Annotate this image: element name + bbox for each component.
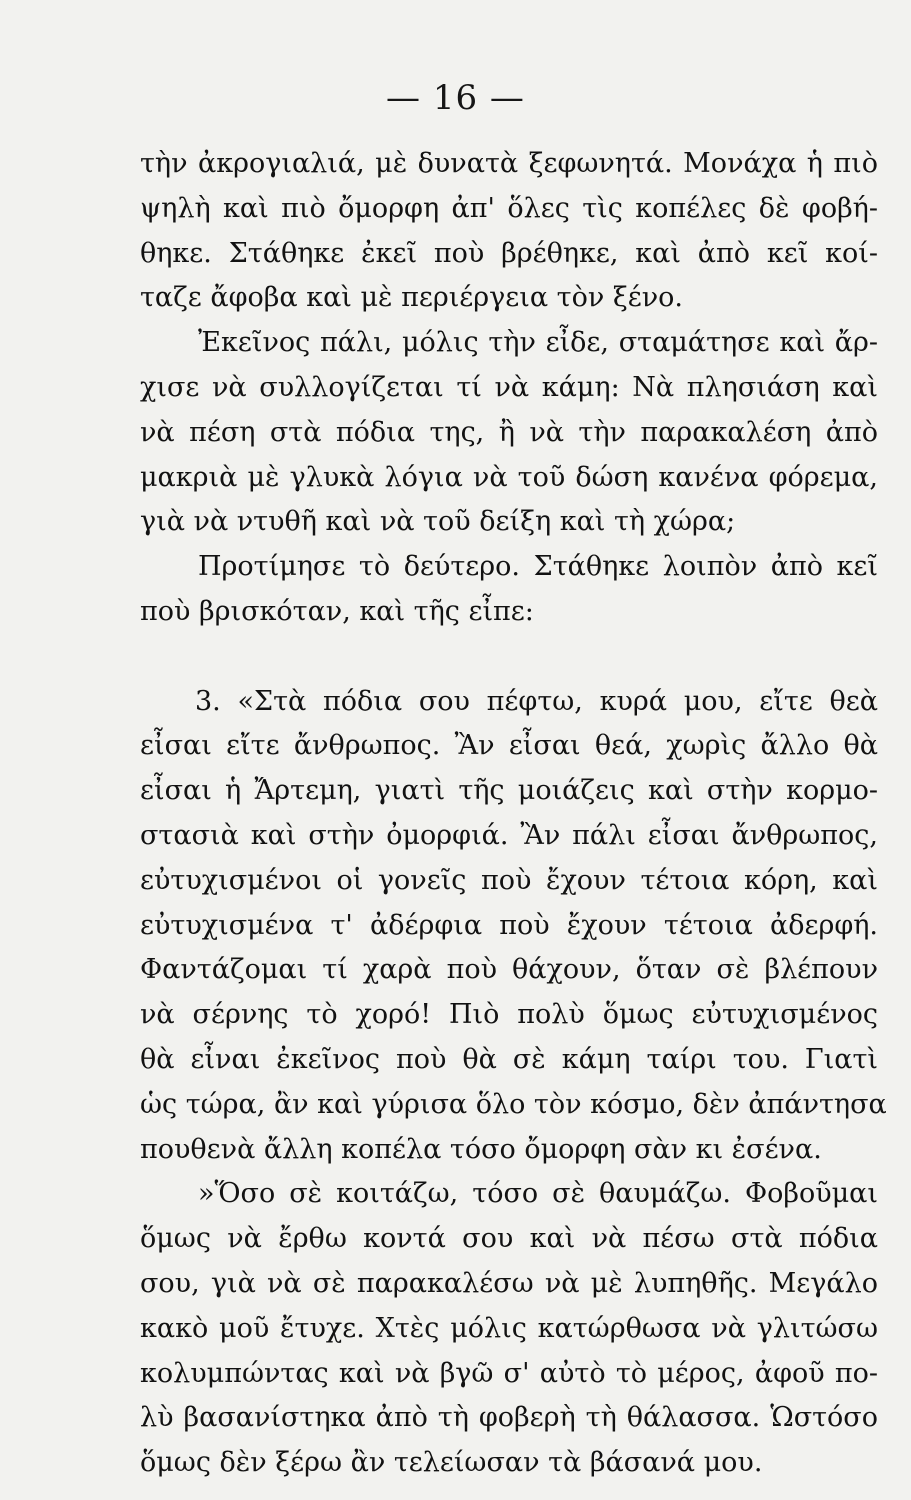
text-line: γιὰ νὰ ντυθῆ καὶ νὰ τοῦ δείξη καὶ τὴ χώρα; — [140, 506, 736, 538]
text-line: εἶσαι εἴτε ἄνθρωπος. Ἂν εἶσαι θεά, χωρὶς ἄλλο θὰ — [140, 730, 878, 762]
text-line: κολυμπώντας καὶ νὰ βγῶ σ' αὐτὸ τὸ μέρος, ἀφοῦ πο- — [140, 1357, 878, 1389]
body-text — [140, 142, 887, 1486]
text-line: »Ὅσο σὲ κοιτάζω, τόσο σὲ θαυμάζω. Φοβοῦμαι — [198, 1178, 878, 1210]
text-line: 3. «Στὰ πόδια σου πέφτω, κυρά μου, εἴτε θεὰ — [195, 685, 878, 717]
text-line: ὡς τώρα, ἂν καὶ γύρισα ὅλο τὸν κόσμο, δὲν ἀπάντησα — [140, 1088, 887, 1120]
text-line: ψηλὴ καὶ πιὸ ὄμορφη ἀπ' ὅλες τὶς κοπέλες δὲ φοβή- — [140, 192, 878, 224]
text-line: Προτίμησε τὸ δεύτερο. Στάθηκε λοιπὸν ἀπὸ κεῖ — [198, 551, 878, 583]
text-line: χισε νὰ συλλογίζεται τί νὰ κάμη: Νὰ πλησιάση καὶ — [140, 371, 878, 403]
text-line: εὐτυχισμένα τ' ἀδέρφια ποὺ ἔχουν τέτοια ἀδερφή. — [140, 909, 878, 941]
text-line: στασιὰ καὶ στὴν ὀμορφιά. Ἂν πάλι εἶσαι ἄνθρωπος, — [140, 819, 878, 851]
text-line: τὴν ἀκρογιαλιά, μὲ δυνατὰ ξεφωνητά. Μονάχα ἡ πιὸ — [140, 148, 878, 179]
text-line: εἶσαι ἡ Ἄρτεμη, γιατὶ τῆς μοιάζεις καὶ στὴν κορμο- — [140, 775, 878, 807]
text-line: θὰ εἶναι ἐκεῖνος ποὺ θὰ σὲ κάμη ταίρι του. Γιατὶ — [140, 1043, 878, 1075]
text-line: Φαντάζομαι τί χαρὰ ποὺ θάχουν, ὅταν σὲ βλέπουν — [140, 954, 878, 986]
text-line: ὅμως δὲν ξέρω ἂν τελείωσαν τὰ βάσανά μου. — [140, 1447, 763, 1479]
section-gap — [140, 635, 878, 680]
page-number: — 16 — — [386, 78, 525, 118]
text-line: λὺ βασανίστηκα ἀπὸ τὴ φοβερὴ τὴ θάλασσα. Ὡστόσο — [140, 1402, 878, 1434]
text-line: σου, γιὰ νὰ σὲ παρακαλέσω νὰ μὲ λυπηθῆς. Μεγάλο — [140, 1267, 878, 1299]
text-line: κακὸ μοῦ ἔτυχε. Χτὲς μόλις κατώρθωσα νὰ γλιτώσω — [140, 1312, 878, 1344]
text-line: εὐτυχισμένοι οἱ γονεῖς ποὺ ἔχουν τέτοια κόρη, καὶ — [140, 864, 878, 896]
text-line: ταζε ἄφοβα καὶ μὲ περιέργεια τὸν ξένο. — [140, 282, 683, 314]
text-line: μακριὰ μὲ γλυκὰ λόγια νὰ τοῦ δώση κανένα φόρεμα, — [140, 461, 878, 493]
text-line: ποὺ βρισκόταν, καὶ τῆς εἶπε: — [140, 595, 534, 627]
text-line: θηκε. Στάθηκε ἐκεῖ ποὺ βρέθηκε, καὶ ἀπὸ κεῖ κοί- — [140, 237, 878, 269]
text-line: ὅμως νὰ ἔρθω κοντά σου καὶ νὰ πέσω στὰ πόδια — [140, 1223, 878, 1255]
text-line: Ἐκεῖνος πάλι, μόλις τὴν εἶδε, σταμάτησε καὶ ἄρ- — [198, 327, 878, 359]
text-line: νὰ πέση στὰ πόδια της, ἢ νὰ τὴν παρακαλέση ἀπὸ — [140, 416, 878, 448]
text-line: νὰ σέρνης τὸ χορό! Πιὸ πολὺ ὅμως εὐτυχισμένος — [140, 999, 878, 1031]
text-line: πουθενὰ ἄλλη κοπέλα τόσο ὄμορφη σὰν κι ἐσένα. — [140, 1133, 822, 1165]
